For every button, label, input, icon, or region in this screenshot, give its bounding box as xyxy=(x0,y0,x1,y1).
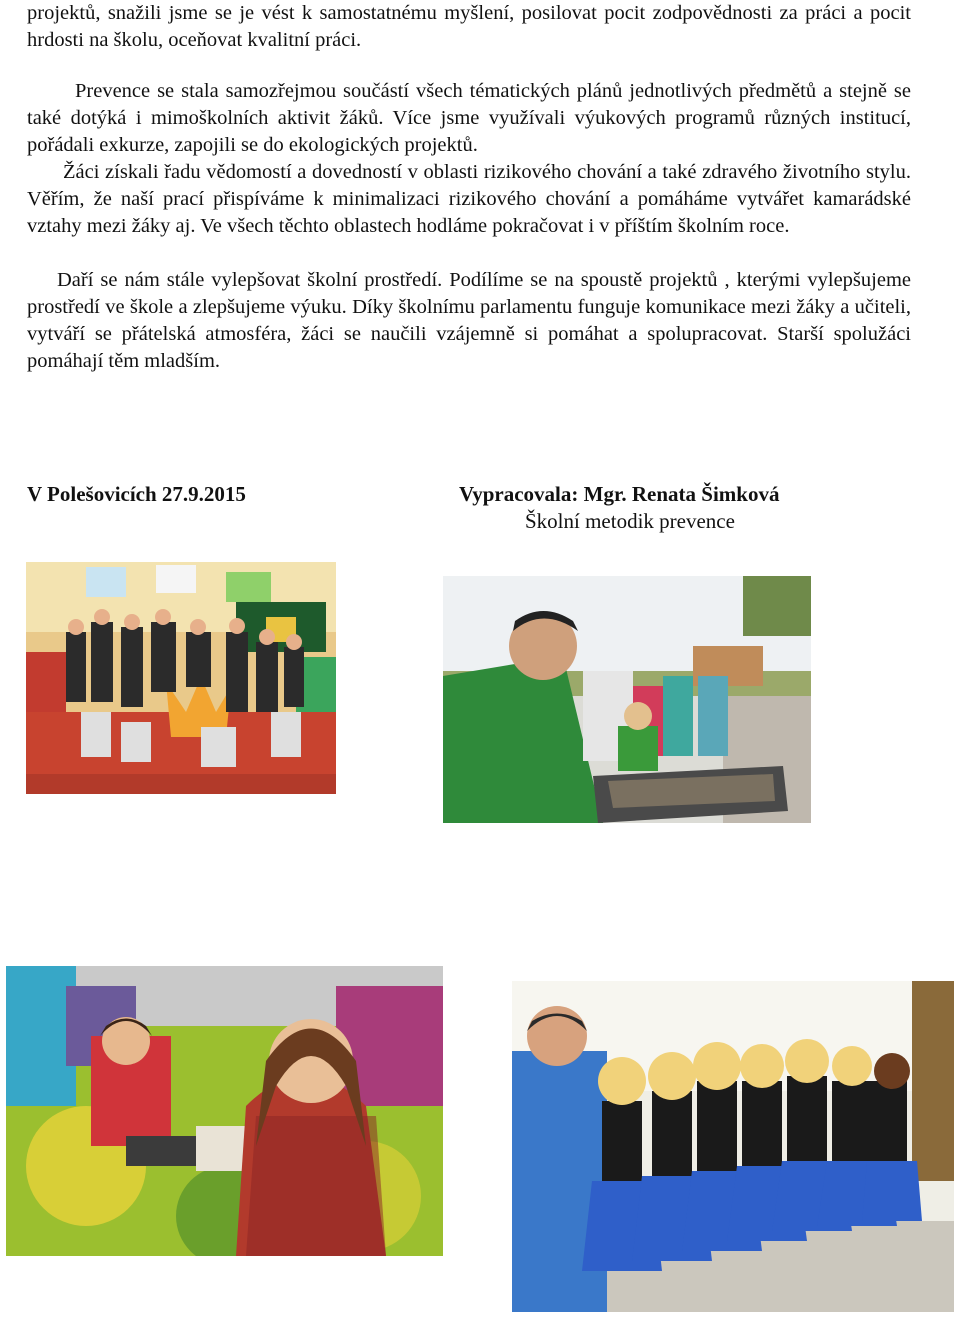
photo-carpet-girls xyxy=(6,966,443,1256)
author-role: Školní metodik prevence xyxy=(525,509,735,533)
paragraph-continuation: projektů, snažili jsme se je vést k samostatnému myšlení, posilovat pocit zodpovědnosti za práci a pocit hrdosti na školu, oceňovat kvalitní práci. xyxy=(27,2,911,51)
paragraph-prevention: Prevence se stala samozřejmou součástí všech tématických plánů jednotlivých předmětů a stejně se také dotýká i mimoškolních aktivit žáků. Více jsme využívali výukových programů různých institucí, pořádali exkurze, zapojili se do ekologických projektů. xyxy=(27,80,911,156)
author-name: Vypracovala: Mgr. Renata Šimková xyxy=(459,482,780,506)
paragraph-knowledge: Žáci získali řadu vědomostí a dovedností v oblasti rizikového chování a také zdravého životního stylu. Věřím, že naší prací přispíváme k minimalizaci rizikového chování a pomáháme vytvářet kamarádské vztahy mezi žáky aj. Ve všech těchto oblastech hodláme pokračovat i v příštím školním roce. xyxy=(27,161,911,237)
paragraph-environment: Daří se nám stále vylepšovat školní prostředí. Podílíme se na spoustě projektů , kterými vylepšujeme prostředí ve škole a zlepšujeme výuku. Díky školnímu parlamentu funguje komunikace mezi žáky a učiteli, vytváří se přátelská atmosféra, žáci se naučili vzájemně si pomáhat a spolupracovat. Starší spolužáci pomáhají těm mladším. xyxy=(27,269,911,372)
photo-outdoor-cooking xyxy=(443,576,811,823)
photo-costume-singing xyxy=(512,981,954,1312)
place-date: V Polešovicích 27.9.2015 xyxy=(27,482,246,506)
photo-classroom-masks xyxy=(26,562,336,794)
